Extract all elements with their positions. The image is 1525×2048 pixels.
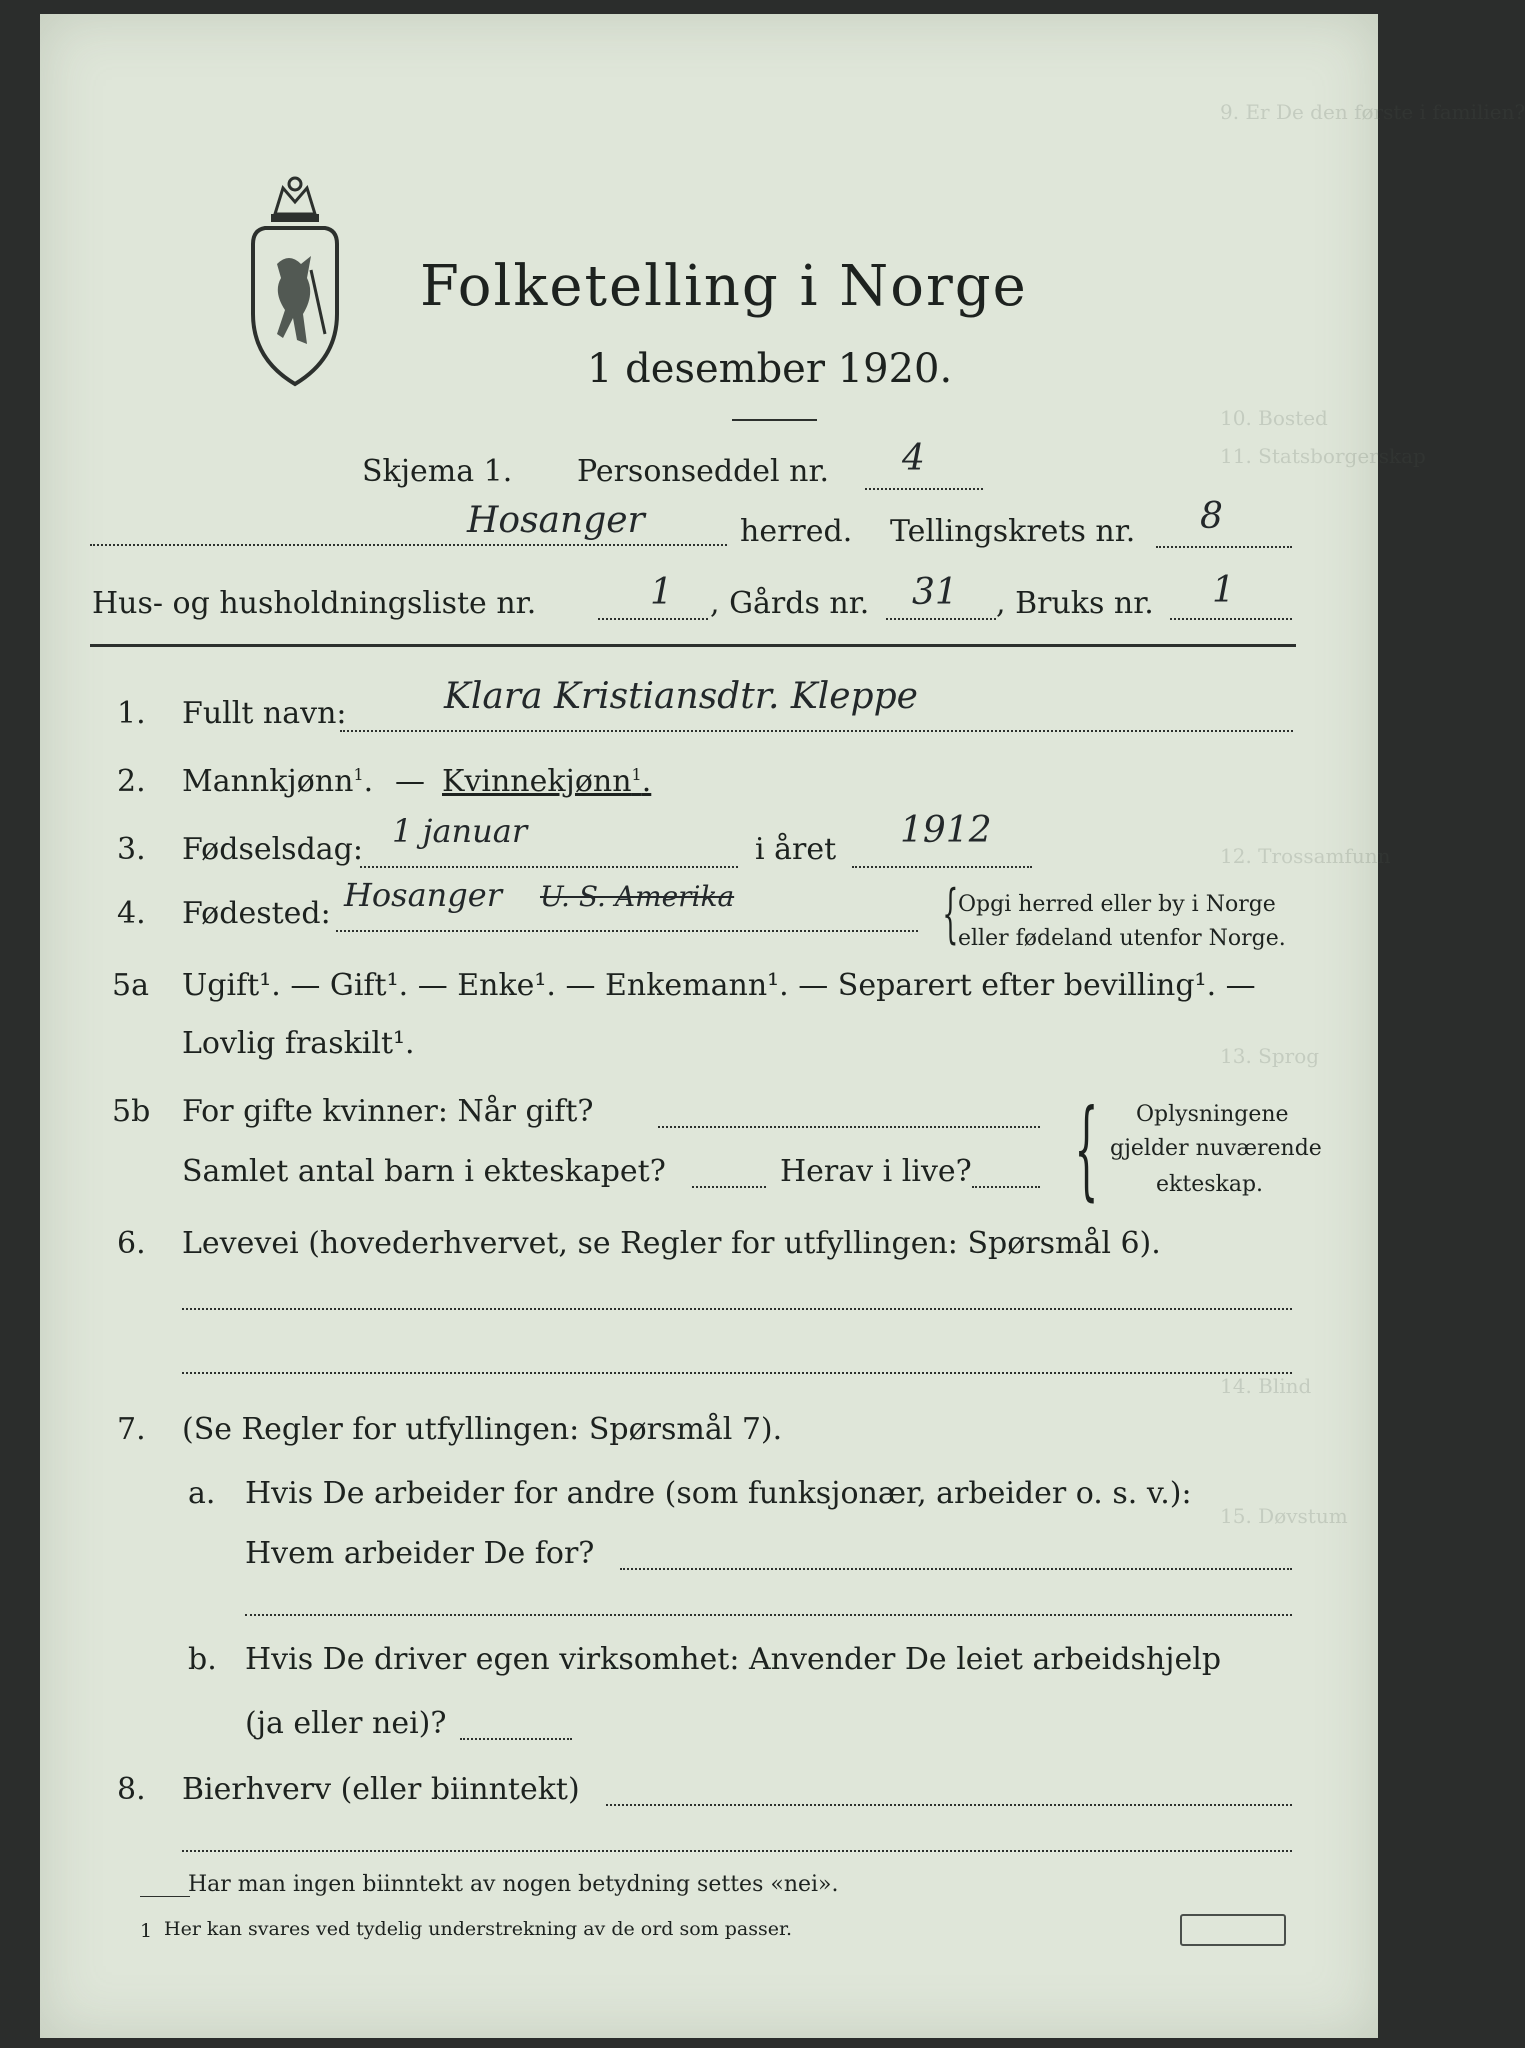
q1-line [340, 730, 1293, 732]
q4-label: Fødested: [182, 896, 331, 931]
divider [732, 419, 817, 421]
header-divider [90, 644, 1296, 647]
q5b-number: 5b [112, 1094, 151, 1129]
q4-line [336, 930, 918, 932]
q2-kvinne: Kvinnekjønn$^1$. [442, 764, 652, 799]
gards-label: , Gårds nr. [710, 586, 870, 621]
q2-mann: Mannkjønn$^1$. [182, 764, 374, 799]
footnote-text: Her kan svares ved tydelig understrekning av de ord som passer. [164, 1918, 793, 1940]
q3-label: Fødselsdag: [182, 832, 363, 867]
q7b-number: b. [188, 1642, 217, 1677]
printer-stamp [1180, 1914, 1286, 1946]
bruks-value: 1 [1212, 570, 1235, 611]
ghost-text: 10. Bosted [1220, 406, 1328, 430]
q5b-label2: Samlet antal barn i ekteskapet? [182, 1154, 666, 1189]
q7-number: 7. [117, 1412, 146, 1447]
q8-line1 [606, 1804, 1292, 1806]
herred-label: herred. [740, 514, 853, 549]
q5a-number: 5a [112, 968, 149, 1003]
q8-number: 8. [117, 1772, 146, 1807]
q2-number: 2. [117, 764, 146, 799]
gards-line [886, 618, 996, 620]
hus-line [598, 618, 708, 620]
q7a-label2: Hvem arbeider De for? [245, 1536, 595, 1571]
personseddel-label: Personseddel nr. [577, 454, 830, 489]
q8-label: Bierhverv (eller biinntekt) [182, 1772, 580, 1807]
q8-line2 [182, 1850, 1292, 1852]
q3-line [360, 866, 738, 868]
ghost-text: 11. Statsborgerskap [1220, 444, 1426, 468]
q3-year: 1912 [900, 810, 992, 851]
bruks-label: , Bruks nr. [996, 586, 1154, 621]
herred-value: Hosanger [467, 500, 645, 541]
q7b-line [460, 1738, 572, 1740]
note-text: Har man ingen biinntekt av nogen betydning settes «nei». [188, 1872, 839, 1897]
q5b-note3: ekteskap. [1156, 1172, 1264, 1197]
q4-note2: eller fødeland utenfor Norge. [958, 926, 1286, 951]
tellingskrets-value: 8 [1200, 496, 1223, 537]
personseddel-line [865, 488, 983, 490]
q7a-number: a. [188, 1476, 216, 1511]
q5b-gift-line [658, 1126, 1040, 1128]
q4-value: Hosanger [344, 876, 502, 914]
ghost-text: 13. Sprog [1220, 1044, 1320, 1068]
q3-number: 3. [117, 832, 146, 867]
census-date: 1 desember 1920. [587, 346, 953, 392]
q5a-text: Ugift¹. — Gift¹. — Enke¹. — Enkemann¹. — Separert efter bevilling¹. — [182, 968, 1256, 1003]
bruks-line [1170, 618, 1292, 620]
q7-label: (Se Regler for utfyllingen: Spørsmål 7). [182, 1412, 783, 1447]
q6-label: Levevei (hovederhvervet, se Regler for utfyllingen: Spørsmål 6). [182, 1226, 1161, 1261]
q4-brace: { [942, 877, 959, 951]
q5b-label1: For gifte kvinner: Når gift? [182, 1094, 594, 1129]
page-title: Folketelling i Norge [420, 254, 1028, 319]
q5b-live-line [972, 1186, 1040, 1188]
tellingskrets-label: Tellingskrets nr. [890, 514, 1136, 549]
q1-value: Klara Kristiansdtr. Kleppe [444, 676, 918, 717]
footnote-rule [140, 1896, 190, 1897]
q5b-note1: Oplysningene [1136, 1102, 1289, 1127]
q5a-text2: Lovlig fraskilt¹. [182, 1026, 415, 1061]
q7a-label: Hvis De arbeider for andre (som funksjonær, arbeider o. s. v.): [245, 1476, 1192, 1511]
footnote-number: 1 [140, 1920, 153, 1942]
q5b-brace: { [1074, 1087, 1099, 1212]
q7b-label2: (ja eller nei)? [245, 1706, 447, 1741]
skjema-label: Skjema 1. [362, 454, 513, 489]
q5b-note2: gjelder nuværende [1110, 1136, 1322, 1161]
q4-struck: U. S. Amerika [540, 880, 735, 913]
hus-label: Hus- og husholdningsliste nr. [92, 586, 537, 621]
q3-aaret: i året [755, 832, 837, 867]
q4-number: 4. [117, 896, 146, 931]
herred-line [90, 544, 727, 546]
q1-number: 1. [117, 696, 146, 731]
tellingskrets-line [1156, 546, 1292, 548]
q5b-live: Herav i live? [780, 1154, 972, 1189]
q3-year-line [852, 866, 1032, 868]
q1-label: Fullt navn: [182, 696, 347, 731]
q7b-label: Hvis De driver egen virksomhet: Anvender De leiet arbeidshjelp [245, 1642, 1222, 1677]
personseddel-value: 4 [902, 438, 925, 479]
q3-value: 1 januar [392, 812, 528, 850]
q4-note1: Opgi herred eller by i Norge [958, 892, 1276, 917]
coat-of-arms-icon [245, 174, 345, 389]
q7a-line1 [620, 1568, 1292, 1570]
gards-value: 31 [912, 572, 958, 613]
ghost-text: 15. Døvstum [1220, 1504, 1348, 1528]
q6-line1 [182, 1308, 1292, 1310]
q7a-line2 [245, 1614, 1292, 1616]
q6-number: 6. [117, 1226, 146, 1261]
q5b-barn-line [692, 1186, 766, 1188]
ghost-text: 14. Blind [1220, 1374, 1312, 1398]
q2-sep: — [395, 764, 425, 799]
q6-line2 [182, 1372, 1292, 1374]
census-form [40, 14, 1525, 2038]
ghost-text: 12. Trossamfunn [1220, 844, 1391, 868]
ghost-text: 9. Er De den første i familien? [1220, 100, 1525, 124]
hus-value: 1 [650, 572, 673, 613]
